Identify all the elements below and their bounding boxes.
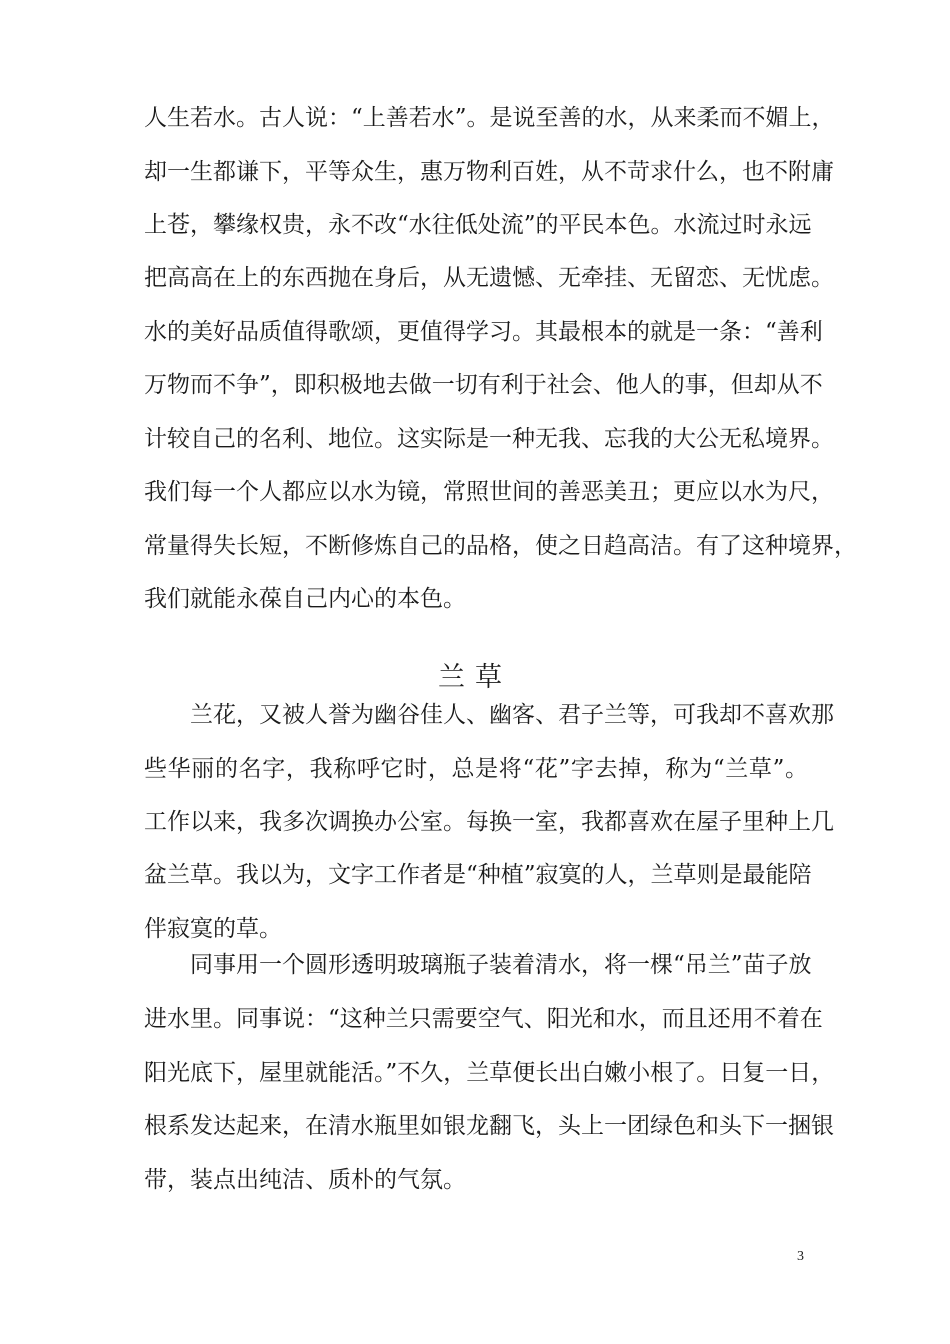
text-line: 根系发达起来，在清水瓶里如银龙翻飞，头上一团绿色和头下一捆银 [144, 1113, 834, 1139]
text-line: 工作以来，我多次调换办公室。每换一室，我都喜欢在屋子里种上几 [144, 809, 834, 835]
text-line: 阳光底下，屋里就能活。”不久，兰草便长出白嫩小根了。日复一日， [144, 1060, 835, 1086]
text-line: 些华丽的名字，我称呼它时，总是将“花”字去掉，称为“兰草”。 [144, 756, 808, 782]
text-line: 常量得失长短，不断修炼自己的品格，使之日趋高洁。有了这种境界， [144, 533, 857, 559]
page-number: 3 [797, 1249, 804, 1264]
text-line: 盆兰草。我以为，文字工作者是“种植”寂寞的人，兰草则是最能陪 [144, 862, 812, 888]
text-line: 计较自己的名利、地位。这实际是一种无我、忘我的大公无私境界。 [144, 426, 834, 452]
text-line: 万物而不争”，即积极地去做一切有利于社会、他人的事，但却从不 [144, 372, 823, 398]
text-line: 上苍，攀缘权贵，永不改“水往低处流”的平民本色。水流过时永远 [144, 212, 812, 238]
text-line: 水的美好品质值得歌颂，更值得学习。其最根本的就是一条：“善利 [144, 319, 823, 345]
text-line: 伴寂寞的草。 [144, 916, 282, 942]
text-line: 人生若水。古人说：“上善若水”。是说至善的水，从来柔而不媚上， [144, 105, 835, 131]
text-line: 同事用一个圆形透明玻璃瓶子装着清水，将一棵“吊兰”苗子放 [190, 952, 812, 978]
text-line: 却一生都谦下，平等众生，惠万物利百姓，从不苛求什么，也不附庸 [144, 159, 834, 185]
section-title: 兰草 [438, 662, 512, 693]
text-line: 我们就能永葆自己内心的本色。 [144, 586, 466, 612]
text-line: 我们每一个人都应以水为镜，常照世间的善恶美丑；更应以水为尺， [144, 479, 834, 505]
text-line: 进水里。同事说：“这种兰只需要空气、阳光和水，而且还用不着在 [144, 1006, 823, 1032]
text-line: 带，装点出纯洁、质朴的气氛。 [144, 1167, 466, 1193]
text-line: 把高高在上的东西抛在身后，从无遗憾、无牵挂、无留恋、无忧虑。 [144, 265, 834, 291]
text-line: 兰花，又被人誉为幽谷佳人、幽客、君子兰等，可我却不喜欢那 [190, 702, 834, 728]
